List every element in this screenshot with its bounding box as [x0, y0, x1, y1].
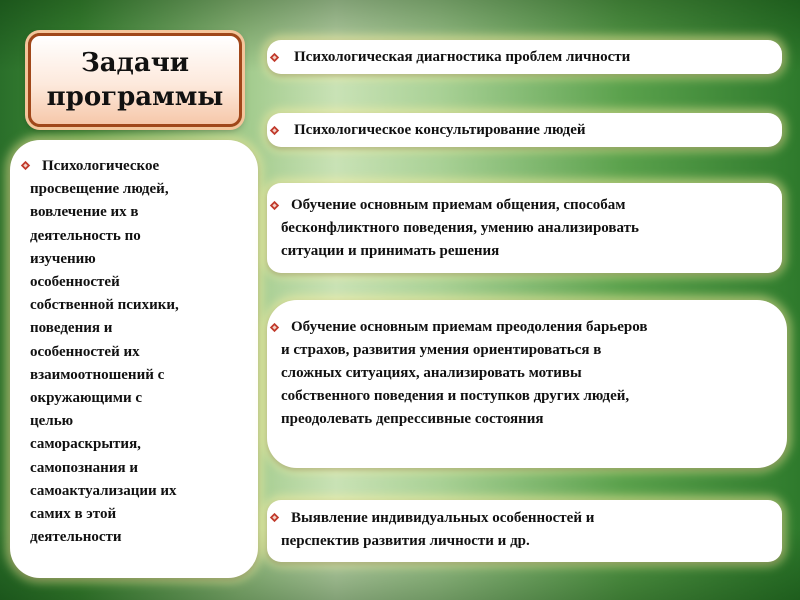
left-task-text: Психологическое просвещение людей, вовлечение их в деятельность по изучению особенностей собственной психики, поведения и особенностей их взаимоотношений с окружающими с целью самораскрытия, самопознания и самоактуализации их самих в этой деятельности	[30, 158, 179, 546]
ornate-diamond-icon	[269, 322, 280, 333]
ornate-diamond-icon	[269, 200, 280, 211]
task-card-2	[267, 113, 782, 147]
ornate-diamond-icon	[269, 512, 280, 523]
task-text-5: Выявление индивидуальных особенностей и перспектив развития личности и др.	[281, 510, 595, 549]
title-box	[28, 33, 242, 127]
task-card-4	[267, 300, 787, 468]
ornate-diamond-icon	[269, 125, 280, 136]
task-text-4: Обучение основным приемам преодоления барьеров и страхов, развития умения ориентироваться в сложных ситуациях, анализировать мотивы собственного поведения и поступков других людей, преодолевать депрессивные состояния	[281, 319, 648, 427]
task-text-2: Психологическое консультирование людей	[294, 122, 586, 138]
ornate-diamond-icon	[20, 160, 31, 171]
task-card-3	[267, 183, 782, 273]
task-text-3: Обучение основным приемам общения, способам бесконфликтного поведения, умению анализировать ситуации и принимать решения	[281, 197, 639, 259]
title-line-2: программы	[46, 82, 224, 112]
task-text-1: Психологическая диагностика проблем личности	[294, 49, 631, 65]
task-card-5	[267, 500, 782, 562]
ornate-diamond-icon	[269, 52, 280, 63]
left-task-card	[10, 140, 258, 578]
title-line-1: Задачи	[80, 48, 190, 78]
task-card-1	[267, 40, 782, 74]
